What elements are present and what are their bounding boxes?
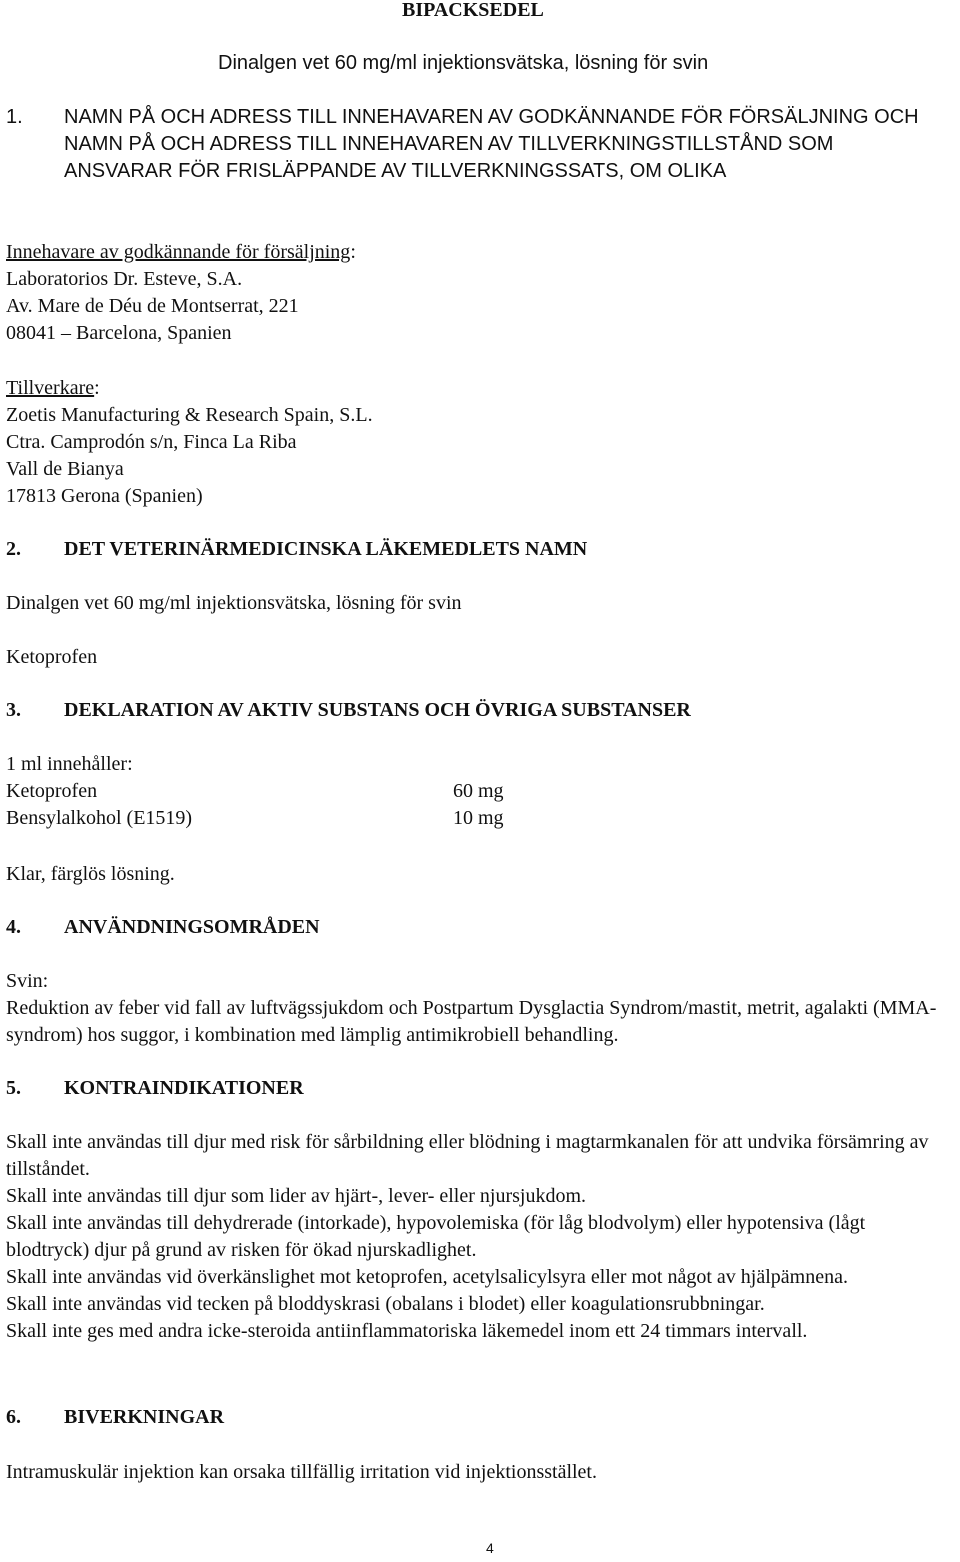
manufacturer-label: Tillverkare <box>6 377 95 399</box>
manufacturer-line: Ctra. Camprodón s/n, Finca La Riba <box>6 431 297 453</box>
section-heading-text: ANVÄNDNINGSOMRÅDEN <box>64 916 320 938</box>
section-6-heading <box>6 1404 952 1431</box>
product-name: Dinalgen vet 60 mg/ml injektionsvätska, lösning för svin <box>6 592 462 614</box>
holder-line: 08041 – Barcelona, Spanien <box>6 322 232 344</box>
section-4-heading <box>6 914 952 941</box>
document-subtitle: Dinalgen vet 60 mg/ml injektionsvätska, lösning för svin <box>218 52 709 74</box>
section-1-heading <box>6 104 936 185</box>
contraindication-item: Skall inte användas till djur med risk för sårbildning eller blödning i magtarmkanalen för att undvika försämring av tillståndet. <box>6 1131 929 1180</box>
ingredient-amount: 10 mg <box>453 807 504 829</box>
composition-row <box>6 778 952 805</box>
holder-line: Av. Mare de Déu de Montserrat, 221 <box>6 295 299 317</box>
contraindication-item: Skall inte användas vid tecken på bloddyskrasi (obalans i blodet) eller koagulationsrubbningar. <box>6 1293 765 1315</box>
holder-block <box>6 239 952 347</box>
contraindication-item: Skall inte användas till dehydrerade (intorkade), hypovolemiska (för låg blodvolym) eller hypotensiva (lågt blodtryck) djur på grund av risken för ökad njurskadlighet. <box>6 1212 866 1261</box>
section-2-heading <box>6 536 952 563</box>
indications-block <box>6 968 952 1049</box>
composition-intro: 1 ml innehåller: <box>6 753 133 775</box>
composition-row <box>6 805 952 832</box>
section-number: 4. <box>6 916 21 938</box>
appearance-text: Klar, färglös lösning. <box>6 863 175 885</box>
holder-line: Laboratorios Dr. Esteve, S.A. <box>6 268 243 290</box>
contraindication-item: Skall inte användas till djur som lider av hjärt-, lever- eller njursjukdom. <box>6 1185 587 1207</box>
contraindication-item: Skall inte ges med andra icke-steroida antiinflammatoriska läkemedel inom ett 24 timmars intervall. <box>6 1320 808 1342</box>
manufacturer-block <box>6 375 952 510</box>
holder-label: Innehavare av godkännande för försäljning <box>6 241 351 263</box>
target-species: Svin: <box>6 970 49 992</box>
section-heading-text: DET VETERINÄRMEDICINSKA LÄKEMEDLETS NAMN <box>64 538 588 560</box>
active-substance: Ketoprofen <box>6 646 98 668</box>
manufacturer-line: Vall de Bianya <box>6 458 124 480</box>
ingredient-name: Ketoprofen <box>6 780 98 802</box>
section-heading-text: BIVERKNINGAR <box>64 1406 225 1428</box>
indications-text: Reduktion av feber vid fall av luftvägssjukdom och Postpartum Dysglactia Syndrom/mastit, metrit, agalakti (MMA-syndrom) hos suggor, i kombination med lämplig antimikrobiell behandling. <box>6 997 937 1046</box>
section-heading-text: NAMN PÅ OCH ADRESS TILL INNEHAVAREN AV GODKÄNNANDE FÖR FÖRSÄLJNING OCH NAMN PÅ OCH ADRESS TILL INNEHAVAREN AV TILLVERKNINGSTILLSTÅND SOM ANSVARAR FÖR FRISLÄPPANDE AV TILLVERKNINGSSATS, OM OLIKA <box>64 106 919 182</box>
manufacturer-line: 17813 Gerona (Spanien) <box>6 485 203 507</box>
section-5-heading <box>6 1075 952 1102</box>
page-number: 4 <box>486 1540 494 1556</box>
ingredient-amount: 60 mg <box>453 780 504 802</box>
section-3-heading <box>6 697 952 724</box>
section-number: 5. <box>6 1077 21 1099</box>
adverse-reactions-text: Intramuskulär injektion kan orsaka tillfällig irritation vid injektionsstället. <box>6 1461 597 1483</box>
section-number: 3. <box>6 699 21 721</box>
section-heading-text: DEKLARATION AV AKTIV SUBSTANS OCH ÖVRIGA SUBSTANSER <box>64 699 691 721</box>
contraindications-list <box>6 1129 952 1345</box>
ingredient-name: Bensylalkohol (E1519) <box>6 807 193 829</box>
contraindication-item: Skall inte användas vid överkänslighet mot ketoprofen, acetylsalicylsyra eller mot något av hjälpämnena. <box>6 1266 848 1288</box>
section-number: 2. <box>6 538 21 560</box>
section-number: 1. <box>6 106 23 128</box>
manufacturer-line: Zoetis Manufacturing & Research Spain, S.L. <box>6 404 373 426</box>
document-title: BIPACKSEDEL <box>402 0 544 21</box>
holder-label-line: Innehavare av godkännande för försäljning: <box>6 241 356 263</box>
section-number: 6. <box>6 1406 21 1428</box>
manufacturer-label-line: Tillverkare: <box>6 377 100 399</box>
section-heading-text: KONTRAINDIKATIONER <box>64 1077 304 1099</box>
composition-block <box>6 751 952 832</box>
